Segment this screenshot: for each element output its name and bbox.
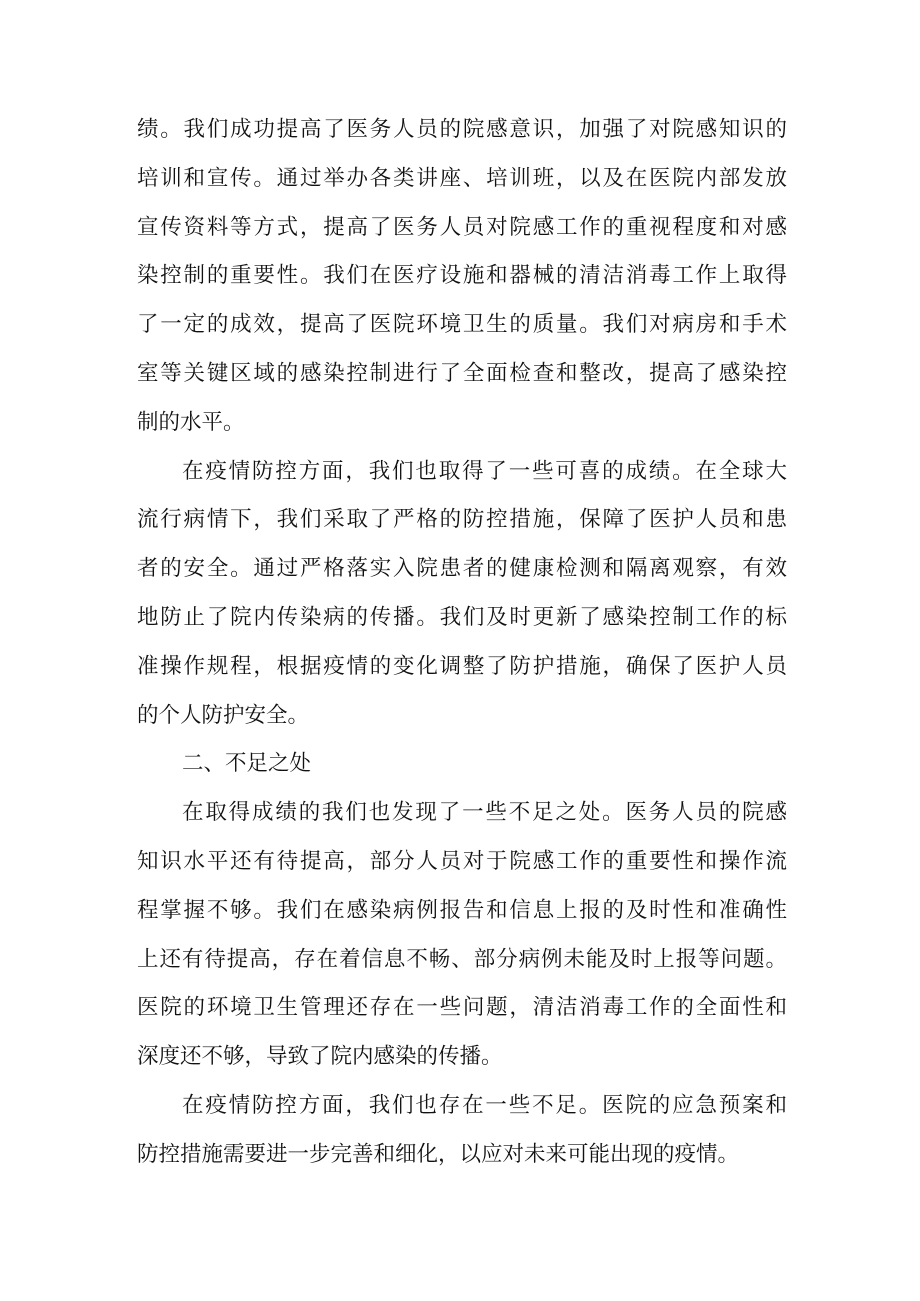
paragraph-epidemic-achievements — [137, 448, 787, 741]
text-line: 绩。我们成功提高了医务人员的院感意识，加强了对院感知识的 — [137, 117, 787, 142]
paragraph-epidemic-shortcomings — [137, 1082, 787, 1180]
text-line: 程掌握不够。我们在感染病例报告和信息上报的及时性和准确性 — [137, 897, 787, 923]
document-body — [137, 106, 787, 1180]
text-line: 上还有待提高，存在着信息不畅、部分病例未能及时上报等问题。 — [137, 946, 787, 972]
text-line: 医院的环境卫生管理还存在一些问题，清洁消毒工作的全面性和 — [137, 995, 787, 1021]
text-line: 在疫情防控方面，我们也取得了一些可喜的成绩。在全球大 — [182, 458, 787, 484]
text-line: 室等关键区域的感染控制进行了全面检查和整改，提高了感染控 — [137, 360, 787, 386]
text-line: 者的安全。通过严格落实入院患者的健康检测和隔离观察，有效 — [137, 556, 787, 582]
text-line: 染控制的重要性。我们在医疗设施和器械的清洁消毒工作上取得 — [137, 263, 787, 289]
text-line: 防控措施需要进一步完善和细化，以应对未来可能出现的疫情。 — [137, 1141, 740, 1167]
paragraph-achievements-continued — [137, 106, 787, 448]
text-line: 培训和宣传。通过举办各类讲座、培训班，以及在医院内部发放 — [137, 165, 787, 191]
text-line: 了一定的成效，提高了医院环境卫生的质量。我们对病房和手术 — [137, 312, 787, 338]
section-heading: 二、不足之处 — [182, 751, 312, 777]
text-line: 的个人防护安全。 — [137, 702, 310, 728]
text-line: 在疫情防控方面，我们也存在一些不足。医院的应急预案和 — [182, 1092, 787, 1118]
text-line: 准操作规程，根据疫情的变化调整了防护措施，确保了医护人员 — [137, 653, 787, 679]
section-heading-shortcomings — [137, 740, 787, 789]
text-line: 流行病情下，我们采取了严格的防控措施，保障了医护人员和患 — [137, 507, 787, 533]
text-line: 知识水平还有待提高，部分人员对于院感工作的重要性和操作流 — [137, 848, 787, 874]
text-line: 在取得成绩的我们也发现了一些不足之处。医务人员的院感 — [182, 800, 787, 826]
text-line: 宣传资料等方式，提高了医务人员对院感工作的重视程度和对感 — [137, 214, 787, 240]
text-line: 地防止了院内传染病的传播。我们及时更新了感染控制工作的标 — [137, 604, 787, 630]
text-line: 深度还不够，导致了院内感染的传播。 — [137, 1044, 503, 1070]
paragraph-shortcomings — [137, 789, 787, 1082]
text-line: 制的水平。 — [137, 409, 245, 435]
